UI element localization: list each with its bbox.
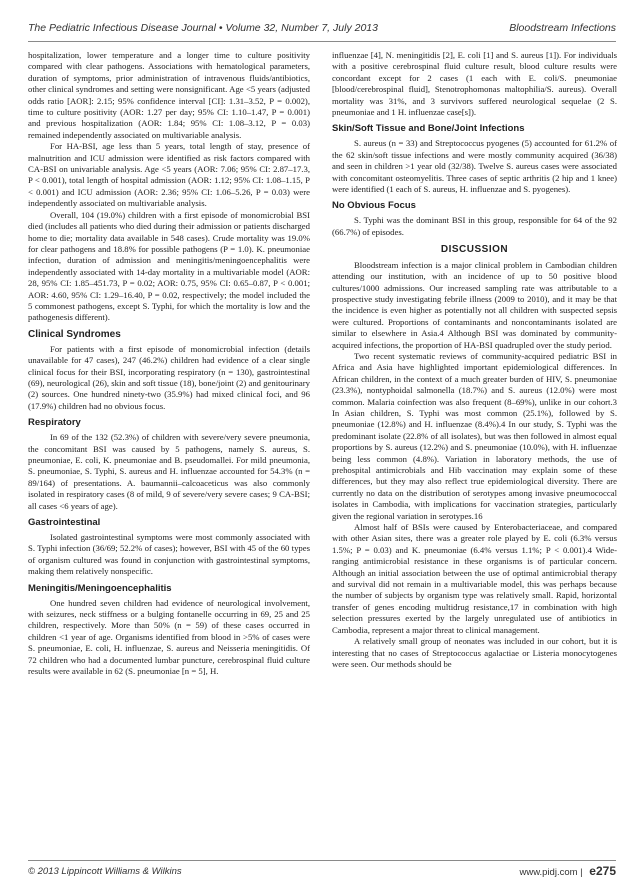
- section-heading-discussion: DISCUSSION: [440, 244, 509, 256]
- paragraph: One hundred seven children had evidence of neurological involvement, with seizures, neck stiffness or a bulging fontanelle occurring in 69, 25 and 25 children, respectively. More than 50% (n = 59) of these cases occurred in children <1 year of age. Organisms identified from blood in >5% of cases were S. pneumoniae, E. coli, H. influenzae, S. aureus and Neisseria meningitidis. Of 72 children who had a documented lumbar puncture, cerebrospinal fluid culture results were available in 62 (S. pneumoniae [n = 5], H.: [28, 597, 310, 677]
- subsection-heading-skin-soft-tissue: Skin/Soft Tissue and Bone/Joint Infections: [332, 123, 525, 135]
- subsection-heading-no-obvious-focus: No Obvious Focus: [332, 200, 416, 212]
- header-rule: [28, 41, 616, 42]
- page-number: e275: [589, 864, 616, 878]
- paragraph: influenzae [4], N. meningitidis [2], E. coli [1] and S. aureus [1]). For individuals with a positive cerebrospinal fluid culture result, blood culture results were concordant except for 2 cases (1 each with E. coli/S. pneumoniae [blood/cerebrospinal fluid], Stenotrophomonas maltophilia/S. aureus). Overall mortality was 31%, and 3 survivors suffered neurological sequelae (2 S. pneumoniae and 1 H. influenzae case[s]).: [332, 50, 617, 118]
- journal-citation: The Pediatric Infectious Disease Journal • Volume 32, Number 7, July 2013: [28, 22, 378, 34]
- right-column: [332, 50, 617, 670]
- paragraph: Two recent systematic reviews of community-acquired pediatric BSI in Africa and Asia have highlighted important epidemiological differences. In African children, in the context of a much greater burden of HIV, S. pneumoniae (23.3%), nontyphoidal salmonella (18.7%) and S. aureus (12.0%) were most common. Malaria coinfection was also frequent (8–69%), unlike in our cohort.3 In Asian children, S. Typhi was most common (25.1%), followed by S. pneumoniae (12.8%) and H. influenzae (8.4%).4 In our study, S. Typhi was the predominant isolate (22.8% of all isolates), but was then followed in almost equal proportions by S. aureus (12.2%) and S. pneumoniae (10.0%), with H. influenzae being less common (4.8%). Variation in laboratory methods, the use of prehospital antimicrobials and Hib vaccination may explain some of these differences, but they may also reflect true epidemiological diversity. There are currently no data on the distribution of serotypes among invasive pneumococcal isolates in Cambodia, with implications for vaccination strategies, particularly given the regional variation in serotypes.16: [332, 350, 617, 521]
- section-heading-clinical-syndromes: Clinical Syndromes: [28, 328, 121, 340]
- paragraph: In 69 of the 132 (52.3%) of children with severe/very severe pneumonia, the concomitant BSI was caused by 5 pathogens, namely S. aureus, S. pneumoniae, E. coli, K. pneumoniae and B. pseudomallei. For mild pneumonia, S. pneumoniae, S. Typhi, S. aureus and H. influenzae accounted for 54.3% (n = 89/164) of presentations. A. baumannii–calcoaceticus was also commonly isolated in respiratory cases (8 of mild, 9 of severe/very severe cases; 9 CA-BSI; all cases <6 years of age).: [28, 432, 310, 511]
- running-header: [28, 22, 616, 38]
- paragraph: For HA-BSI, age less than 5 years, total length of stay, presence of malnutrition and ICU admission were identified as risk factors compared with CA-BSI on univariable analysis. Age <5 years (AOR: 7.06; 95% CI: 2.87–17.3, P < 0.001), total length of hospital admission (AOR: 1.12; 95% CI: 1.08–1.15, P < 0.001) and ICU admission (AOR: 2.36; 95% CI: 1.06–5.26, P = 0.03) were independently associated on multivariable analysis.: [28, 141, 310, 209]
- paragraph: S. Typhi was the dominant BSI in this group, responsible for 64 of the 92 (66.7%) of episodes.: [332, 215, 617, 237]
- subsection-heading-respiratory: Respiratory: [28, 417, 81, 429]
- paragraph: hospitalization, lower temperature and a longer time to culture positivity compared with clear pathogens. Associations with hematological parameters, duration of symptoms, prior administration of intravenous fluids/antibiotics, other clinical syndromes and setting were nonsignificant. Age <5 years (adjusted odds ratio [AOR]: 2.15; 95% confidence interval [CI]: 1.31–3.52, P = 0.002), time to culture positivity (AOR: 1.27 per day; 95% CI: 1.10–1.47, P = 0.001) and previous hospitalization (AOR: 1.84; 95% CI: 1.08–3.12, P = 0.03) remained independently associated on multivariable analysis.: [28, 50, 310, 140]
- paragraph: Bloodstream infection is a major clinical problem in Cambodian children attending our institution, with an incidence of up to 50 positive blood cultures/1000 admissions. Our increased sampling rate was attributable to a prospective study investigating febrile illness (2009 to 2010), and it may be that the incidence is even higher as potentially not all children with suspected sepsis were cultured. Proportions of contaminants and noncontaminants isolated are similar to elsewhere in Asia.4 Although BSI was dominated by community-acquired infections, the proportion of HA-BSI quadrupled over the study period.: [332, 259, 617, 350]
- section-title: Bloodstream Infections: [509, 22, 616, 34]
- footer-rule: [28, 860, 616, 861]
- paragraph: S. aureus (n = 33) and Streptococcus pyogenes (5) accounted for 61.2% of the 62 skin/soft tissue infections and were mostly community acquired (36/38) and seen in children >1 year old (32/38). Twelve S. aureus cases were associated with concomitant osteomyelitis. Three cases of septic arthritis (2 hip and 1 knee) were identified (1 each of S. aureus, H. influenzae and S. pyogenes).: [332, 138, 617, 195]
- footer-right: [519, 864, 616, 878]
- paragraph: Overall, 104 (19.0%) children with a first episode of monomicrobial BSI died (includes all patients who died during their admission or patients discharged home to die; mortality data available in 548 cases). Crude mortality was 19.0% for clear pathogens and 18.8% for possible pathogens (P = 1.0). K. pneumoniae infection, duration of admission and meningitis/meningoencephalitis were independently associated with 14-day mortality in a multivariable model (AOR: 28, 95% CI: 1.85–451.73, P = 0.02; AOR: 0.75, 95% CI: 0.65–0.87, P < 0.001; AOR: 4.60, 95% CI: 1.29–16.40, P = 0.02, respectively; the model included the 5 commonest pathogens, except S. Typhi, for which the mortality is low and the pathogenesis different).: [28, 209, 310, 323]
- subsection-heading-gastrointestinal: Gastrointestinal: [28, 517, 101, 529]
- subsection-heading-meningitis: Meningitis/Meningoencephalitis: [28, 582, 172, 594]
- paragraph: For patients with a first episode of monomicrobial infection (details unavailable for 47 cases), 247 (46.2%) children had evidence of a clear single clinical focus for their BSI, incorporating respiratory (n = 130), gastrointestinal (69), neurological (26), skin and soft tissue (18), bone/joint (2) and genitourinary (2) sources. One hundred ninety-two (35.9%) had mixed clinical foci, and 96 (17.9%) children had no obvious focus.: [28, 343, 310, 411]
- copyright-notice: © 2013 Lippincott Williams & Wilkins: [28, 866, 182, 877]
- page-footer: [28, 866, 616, 880]
- paragraph: A relatively small group of neonates was included in our cohort, but it is interesting that no cases of Streptococcus agalactiae or Listeria monocytogenes were seen. Our methods should be: [332, 636, 617, 669]
- left-column: [28, 50, 310, 678]
- journal-url-link[interactable]: www.pidj.com |: [519, 867, 583, 878]
- paragraph: Almost half of BSIs were caused by Enterobacteriaceae, and compared with other Asian sites, there was a greater role played by E. coli (6.3% versus 1.5%; P = 0.03) and K. pneumoniae (6.4% versus 1.1%; P < 0.001).4 Wide-ranging antimicrobial resistance in these organisms is of particular concern. Although an initial association between the use of optimal antimicrobial therapy and survival did not remain in a multivariable model, this was perhaps because the number of subjects by organism type was relatively small. Rapid, horizontal transfer of genes encoding multidrug resistance,17 in combination with high selection pressures exerted by the largely unregulated use of antibiotics in Cambodia, represent a major threat to clinical management.: [332, 522, 617, 635]
- paragraph: Isolated gastrointestinal symptoms were most commonly associated with S. Typhi infection (36/69; 52.2% of cases); however, BSI with 45 of the 60 types of organism cultured was found in conjunction with gastrointestinal symptoms, making them relatively nonspecific.: [28, 532, 310, 577]
